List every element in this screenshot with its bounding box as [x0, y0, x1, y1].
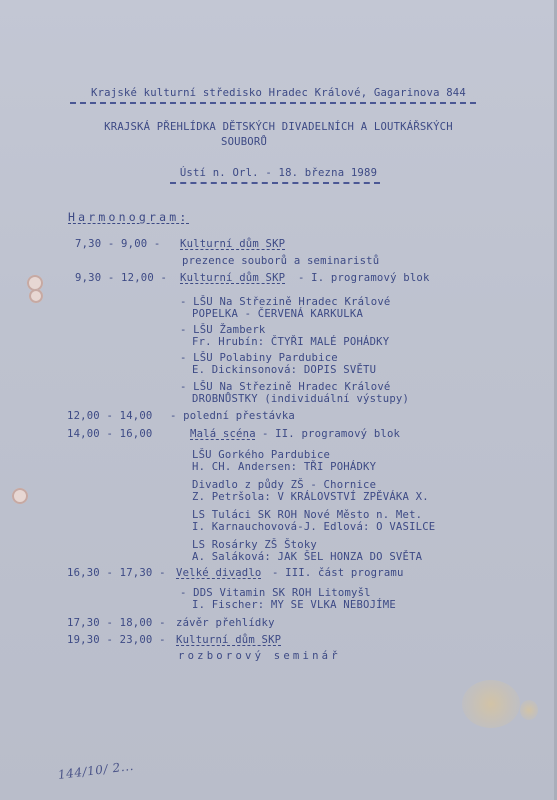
schedule-heading: Harmonogram: [68, 210, 190, 224]
performance-2a-ensemble: - LŠU Na Střezině Hradec Králové [180, 296, 391, 308]
performance-4a-ensemble: LŠU Gorkého Pardubice [192, 449, 331, 461]
paper-stain-small [520, 700, 538, 720]
note-7: rozborový seminář [178, 650, 341, 662]
venue-2: Kulturní dům SKP [180, 272, 286, 284]
time-slot-5: 16,30 - 17,30 - [67, 567, 166, 579]
performance-2a-title: POPELKA - ČERVENÁ KARKULKA [192, 308, 364, 320]
handwritten-reference: 144/10/ 2... [57, 758, 135, 782]
punch-hole-middle [29, 289, 43, 303]
performance-4b-ensemble: Divadlo z půdy ZŠ - Chornice [192, 479, 377, 491]
event-title-line1: KRAJSKÁ PŘEHLÍDKA DĚTSKÝCH DIVADELNÍCH A LOUTKÁŘSKÝCH [104, 121, 453, 133]
performance-4b-title: Z. Petršola: V KRÁLOVSTVÍ ZPĚVÁKA X. [192, 491, 429, 503]
time-slot-3: 12,00 - 14,00 [67, 410, 153, 422]
organizer-underline [70, 102, 476, 104]
note-6: závěr přehlídky [176, 617, 275, 629]
event-title-line2: SOUBORŮ [221, 136, 268, 148]
venue-5: Velké divadlo [176, 567, 262, 579]
performance-4d-ensemble: LS Rosárky ZŠ Štoky [192, 539, 317, 551]
venue-1: Kulturní dům SKP [180, 238, 286, 250]
place-date: Ústí n. Orl. - 18. března 1989 [179, 167, 378, 179]
performance-2b-title: Fr. Hrubín: ČTYŘI MALÉ POHÁDKY [192, 336, 390, 348]
punch-hole-bottom [12, 488, 28, 504]
performance-5a-ensemble: - DDS Vitamin SK ROH Litomyšl [180, 587, 371, 599]
block-title-2: - I. programový blok [298, 272, 430, 284]
place-date-underline [170, 182, 380, 184]
note-3: - polední přestávka [170, 410, 295, 422]
performance-4c-title: I. Karnauchovová-J. Edlová: O VASILCE [192, 521, 436, 533]
performance-2d-ensemble: - LŠU Na Střezině Hradec Králové [180, 381, 391, 393]
venue-7: Kulturní dům SKP [176, 634, 282, 646]
performance-5a-title: I. Fischer: MY SE VLKA NEBOJÍME [192, 599, 396, 611]
performance-2c-ensemble: - LŠU Polabiny Pardubice [180, 352, 338, 364]
block-title-4: - II. programový blok [262, 428, 401, 440]
venue-4: Malá scéna [190, 428, 256, 440]
block-title-5: - III. část programu [272, 567, 404, 579]
performance-2b-ensemble: - LŠU Žamberk [180, 324, 266, 336]
time-slot-2: 9,30 - 12,00 - [75, 272, 168, 284]
time-slot-7: 19,30 - 23,00 - [67, 634, 166, 646]
time-slot-4: 14,00 - 16,00 [67, 428, 153, 440]
performance-4d-title: A. Saláková: JAK ŠEL HONZA DO SVĚTA [192, 551, 423, 563]
organizer-line: Krajské kulturní středisko Hradec Králové, Gagarinova 844 [91, 87, 466, 99]
performance-2c-title: E. Dickinsonová: DOPIS SVĚTU [192, 364, 377, 376]
time-slot-6: 17,30 - 18,00 - [67, 617, 166, 629]
performance-4c-ensemble: LS Tuláci SK ROH Nové Město n. Met. [192, 509, 423, 521]
note-1: prezence souborů a seminaristů [182, 255, 380, 267]
paper-stain [462, 680, 520, 728]
performance-2d-title: DROBNŮSTKY (individuální výstupy) [192, 393, 410, 405]
performance-4a-title: H. CH. Andersen: TŘI POHÁDKY [192, 461, 377, 473]
time-slot-1: 7,30 - 9,00 - [75, 238, 161, 250]
